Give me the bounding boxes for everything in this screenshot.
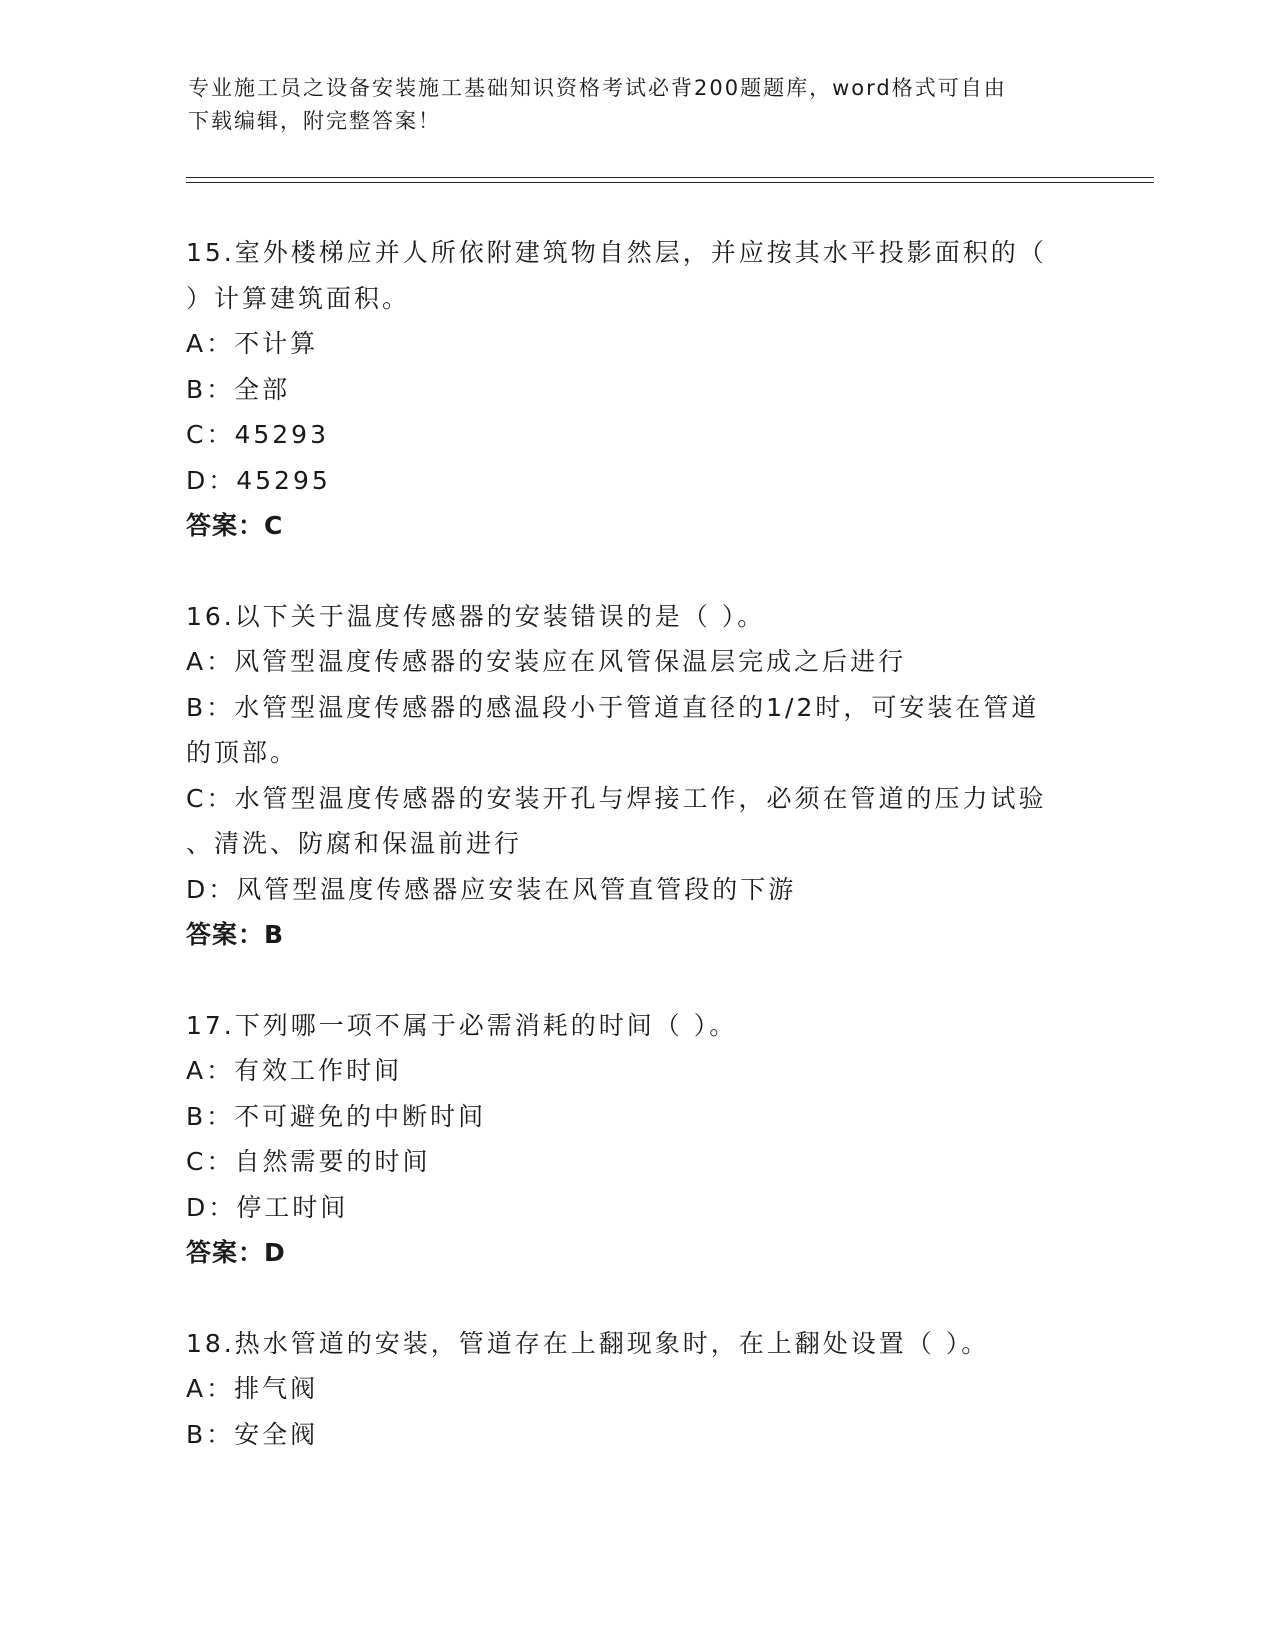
question-stem-line: 15.室外楼梯应并人所依附建筑物自然层，并应按其水平投影面积的（ xyxy=(186,238,1047,267)
question-stem-line: ）计算建筑面积。 xyxy=(186,283,411,313)
option-a: A：排气阀 xyxy=(186,1374,319,1403)
question-stem-line: 16.以下关于温度传感器的安装错误的是（ ）。 xyxy=(186,601,766,631)
option-d: D：45295 xyxy=(186,465,331,495)
question-15 xyxy=(186,230,1086,549)
answer-line: 答案：B xyxy=(186,920,285,949)
option-c: C：45293 xyxy=(186,420,329,449)
option-c: C：自然需要的时间 xyxy=(186,1147,431,1176)
question-17 xyxy=(186,1003,1086,1276)
option-b: B：全部 xyxy=(186,374,291,404)
question-stem-line: 17.下列哪一项不属于必需消耗的时间（ ）。 xyxy=(186,1010,738,1040)
option-a: A：风管型温度传感器的安装应在风管保温层完成之后进行 xyxy=(186,647,907,676)
document-header xyxy=(188,72,1068,138)
answer-line: 答案：D xyxy=(186,1238,286,1267)
header-line-1: 专业施工员之设备安装施工基础知识资格考试必背200题题库，word格式可自由 xyxy=(188,76,1007,100)
question-16 xyxy=(186,594,1086,958)
option-b: B：不可避免的中断时间 xyxy=(186,1101,487,1131)
option-a: A：不计算 xyxy=(186,329,319,358)
option-b-continued: 的顶部。 xyxy=(186,738,299,767)
option-b: B：水管型温度传感器的感温段小于管道直径的1/2时，可安装在管道 xyxy=(186,692,1040,722)
option-b: B：安全阀 xyxy=(186,1419,319,1449)
header-divider-bottom xyxy=(186,182,1154,183)
question-list xyxy=(186,230,1086,1502)
option-d: D：风管型温度传感器应安装在风管直管段的下游 xyxy=(186,874,797,904)
header-divider-top xyxy=(186,177,1154,178)
option-a: A：有效工作时间 xyxy=(186,1056,403,1085)
option-c-continued: 、清洗、防腐和保温前进行 xyxy=(186,829,523,858)
question-18 xyxy=(186,1321,1086,1458)
option-c: C：水管型温度传感器的安装开孔与焊接工作，必须在管道的压力试验 xyxy=(186,783,1047,813)
answer-line: 答案：C xyxy=(186,511,284,540)
option-d: D：停工时间 xyxy=(186,1192,349,1222)
header-line-2: 下载编辑，附完整答案！ xyxy=(188,109,441,133)
question-stem-line: 18.热水管道的安装，管道存在上翻现象时，在上翻处设置（ ）。 xyxy=(186,1328,990,1358)
